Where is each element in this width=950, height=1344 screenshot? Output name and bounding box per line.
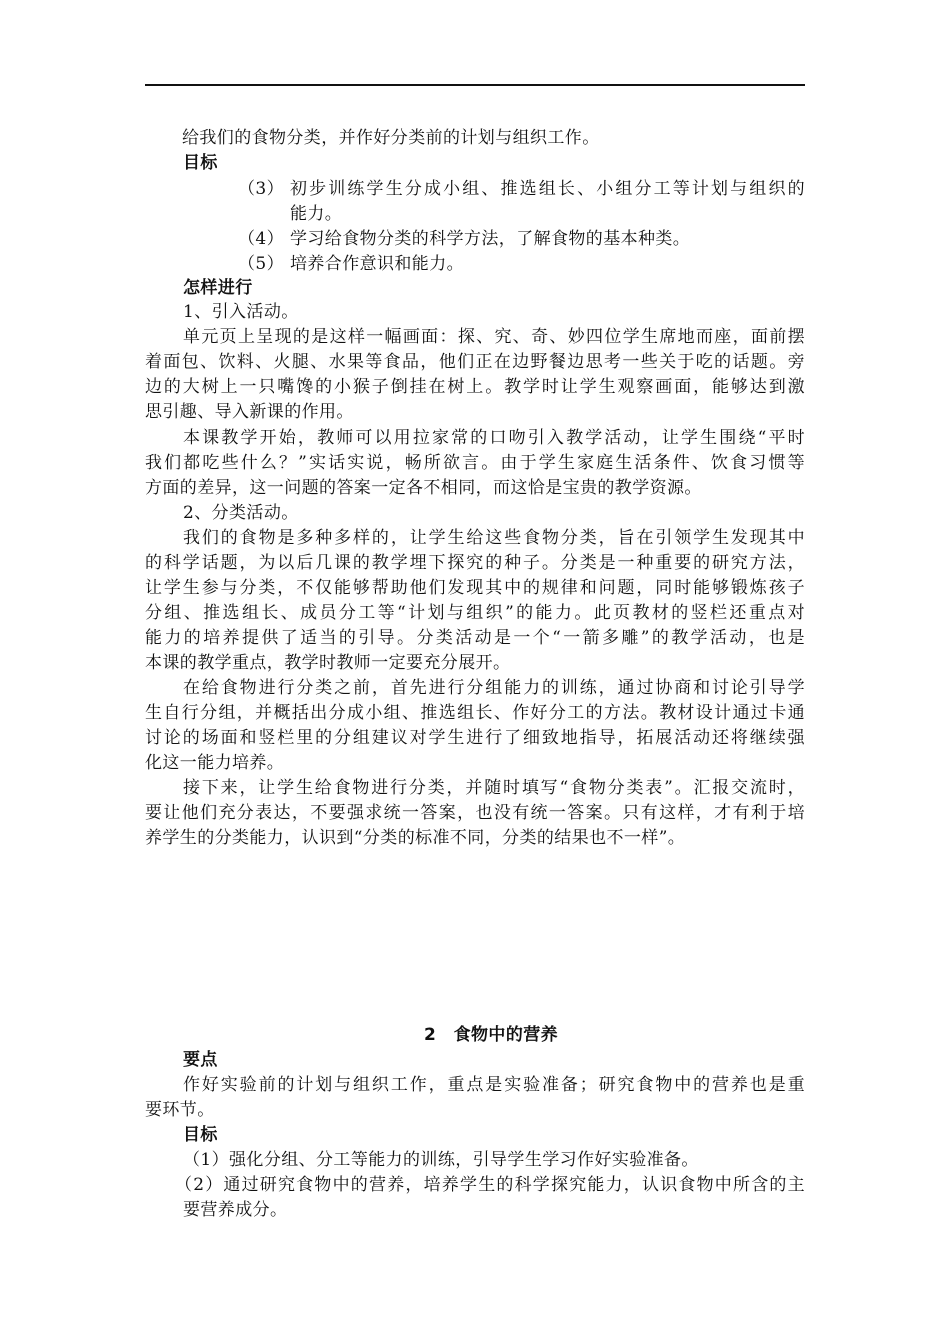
paragraph-line: 接下来，让学生给食物进行分类，并随时填写“食物分类表”。汇报交流时， — [183, 778, 805, 798]
goal-5-number: （5） — [238, 254, 285, 274]
goal-3-text: 初步训练学生分成小组、推选组长、小组分工等计划与组织的 — [290, 179, 805, 199]
step-2-title: 2、分类活动。 — [183, 503, 299, 523]
paragraph-line: 本课的教学重点，教学时教师一定要充分展开。 — [145, 653, 511, 673]
paragraph-line: 的科学话题，为以后几课的教学埋下探究的种子。分类是一种重要的研究方法， — [145, 553, 805, 573]
paragraph-line: 养学生的分类能力，认识到“分类的标准不同，分类的结果也不一样”。 — [145, 828, 686, 848]
goal-3-number: （3） — [238, 179, 285, 199]
goal-4-text: 学习给食物分类的科学方法，了解食物的基本种类。 — [290, 229, 691, 249]
goal-4-number: （4） — [238, 229, 285, 249]
goal-2-text-cont: 要营养成分。 — [183, 1200, 288, 1220]
paragraph-line: 让学生参与分类，不仅能够帮助他们发现其中的规律和问题，同时能够锻炼孩子 — [145, 578, 805, 598]
paragraph-line: 能力的培养提供了适当的引导。分类活动是一个“一箭多雕”的教学活动，也是 — [145, 628, 805, 648]
paragraph-line: 生自行分组，并概括出分成小组、推选组长、作好分工的方法。教材设计通过卡通 — [145, 703, 805, 723]
goal-1-text: （1）强化分组、分工等能力的训练，引导学生学习作好实验准备。 — [183, 1150, 699, 1170]
goals-heading-2: 目标 — [183, 1125, 218, 1145]
paragraph-line: 化这一能力培养。 — [145, 753, 285, 773]
paragraph-line: 要环节。 — [145, 1100, 215, 1120]
paragraph-line: 在给食物进行分类之前，首先进行分组能力的训练，通过协商和讨论引导学 — [183, 678, 805, 698]
intro-line: 给我们的食物分类，并作好分类前的计划与组织工作。 — [182, 128, 600, 148]
step-1-title: 1、引入活动。 — [183, 302, 299, 322]
header-rule — [145, 84, 805, 86]
goal-3-text-cont: 能力。 — [290, 204, 343, 224]
paragraph-line: 方面的差异，这一问题的答案一定各不相同，而这恰是宝贵的教学资源。 — [145, 478, 702, 498]
goal-5-text: 培养合作意识和能力。 — [290, 254, 464, 274]
paragraph-line: 单元页上呈现的是这样一幅画面：探、究、奇、妙四位学生席地而座，面前摆 — [183, 327, 805, 347]
paragraph-line: 分组、推选组长、成员分工等“计划与组织”的能力。此页教材的竖栏还重点对 — [145, 603, 805, 623]
paragraph-line: 我们的食物是多种多样的，让学生给这些食物分类，旨在引领学生发现其中 — [183, 528, 805, 548]
paragraph-line: 边的大树上一只嘴馋的小猴子倒挂在树上。教学时让学生观察画面，能够达到激 — [145, 377, 805, 397]
paragraph-line: 我们都吃些什么？”实话实说，畅所欲言。由于学生家庭生活条件、饮食习惯等 — [145, 453, 805, 473]
paragraph-line: 着面包、饮料、火腿、水果等食品，他们正在边野餐边思考一些关于吃的话题。旁 — [145, 352, 805, 372]
paragraph-line: 本课教学开始，教师可以用拉家常的口吻引入教学活动，让学生围绕“平时 — [183, 428, 805, 448]
goals-heading: 目标 — [183, 153, 218, 173]
paragraph-line: 作好实验前的计划与组织工作，重点是实验准备；研究食物中的营养也是重 — [183, 1075, 805, 1095]
how-heading: 怎样进行 — [183, 278, 253, 298]
key-points-heading: 要点 — [183, 1050, 218, 1070]
section-title: 2 食物中的营养 — [424, 1025, 559, 1045]
paragraph-line: 讨论的场面和竖栏里的分组建议对学生进行了细致地指导，拓展活动还将继续强 — [145, 728, 805, 748]
paragraph-line: 思引趣、导入新课的作用。 — [145, 402, 354, 422]
paragraph-line: 要让他们充分表达，不要强求统一答案，也没有统一答案。只有这样，才有利于培 — [145, 803, 805, 823]
goal-2-text: （2）通过研究食物中的营养，培养学生的科学探究能力，认识食物中所含的主 — [175, 1175, 805, 1195]
